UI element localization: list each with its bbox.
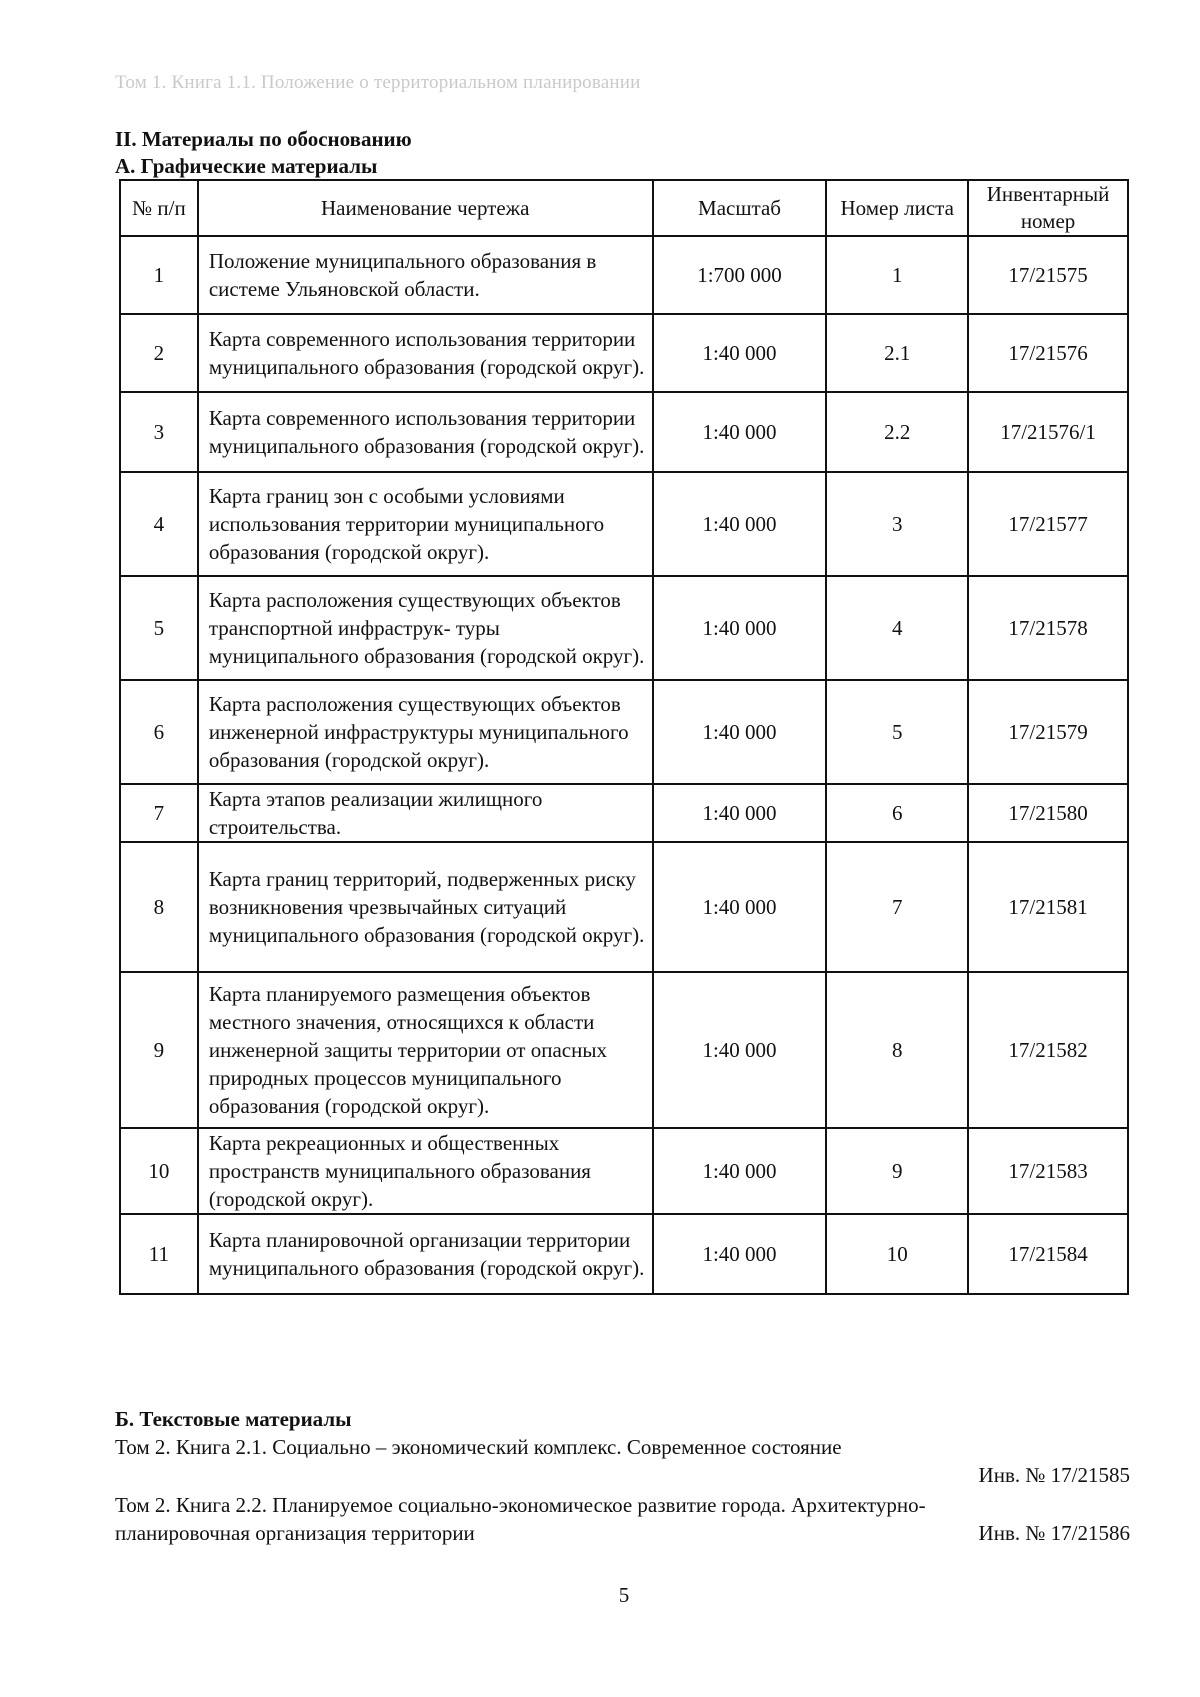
row-name: Карта планируемого размещения объектов местного значения, относящихся к области инженерной защиты территории от опасных природных процессов муниципального образования (городской округ). [198,972,653,1128]
row-name: Положение муниципального образования в системе Ульяновской области. [198,236,653,314]
row-sheet: 10 [826,1214,968,1294]
row-name: Карта планировочной организации территории муниципального образования (городской округ). [198,1214,653,1294]
table-row [120,972,1128,1128]
row-name: Карта современного использования территории муниципального образования (городской округ). [198,392,653,472]
row-num: 8 [120,842,198,972]
row-name: Карта этапов реализации жилищного строительства. [198,784,653,842]
row-sheet: 1 [826,236,968,314]
row-sheet: 8 [826,972,968,1128]
row-scale: 1:40 000 [653,314,827,392]
table-row [120,236,1128,314]
text-item-1-inv: Инв. № 17/21585 [978,1463,1130,1487]
row-name: Карта расположения существующих объектов инженерной инфраструктуры муниципального образования (городской округ). [198,680,653,784]
table-row [120,1128,1128,1214]
row-inv: 17/21577 [968,472,1128,576]
text-item-1-title: Том 2. Книга 2.1. Социально – экономический комплекс. Современное состояние [115,1435,842,1459]
row-sheet: 4 [826,576,968,680]
row-scale: 1:40 000 [653,392,827,472]
row-sheet: 9 [826,1128,968,1214]
row-inv: 17/21578 [968,576,1128,680]
row-name: Карта границ зон с особыми условиями использования территории муниципального образования (городской округ). [198,472,653,576]
row-sheet: 6 [826,784,968,842]
subsection-graphic-materials: А. Графические материалы [115,154,378,178]
table-row [120,842,1128,972]
row-sheet: 5 [826,680,968,784]
row-num: 3 [120,392,198,472]
row-scale: 1:40 000 [653,472,827,576]
drawings-table [119,179,1129,1295]
row-scale: 1:40 000 [653,1128,827,1214]
text-item-2-title-line2: планировочная организация территории [115,1521,475,1545]
row-num: 2 [120,314,198,392]
header-num: № п/п [120,180,198,236]
header-sheet: Номер листа [826,180,968,236]
header-scale: Масштаб [653,180,827,236]
row-sheet: 2.1 [826,314,968,392]
row-num: 10 [120,1128,198,1214]
row-inv: 17/21581 [968,842,1128,972]
row-num: 9 [120,972,198,1128]
row-num: 4 [120,472,198,576]
row-scale: 1:700 000 [653,236,827,314]
row-scale: 1:40 000 [653,842,827,972]
row-name: Карта современного использования территории муниципального образования (городской округ). [198,314,653,392]
table-header-row [120,180,1128,236]
row-inv: 17/21582 [968,972,1128,1128]
page-number: 5 [618,1583,630,1607]
row-sheet: 3 [826,472,968,576]
row-num: 11 [120,1214,198,1294]
text-item-2-inv: Инв. № 17/21586 [978,1521,1130,1545]
row-num: 1 [120,236,198,314]
row-inv: 17/21584 [968,1214,1128,1294]
header-name: Наименование чертежа [198,180,653,236]
table-row [120,472,1128,576]
row-scale: 1:40 000 [653,972,827,1128]
table-row [120,1214,1128,1294]
table-row [120,576,1128,680]
row-scale: 1:40 000 [653,576,827,680]
row-name: Карта границ территорий, подверженных риску возникновения чрезвычайных ситуаций муниципального образования (городской округ). [198,842,653,972]
row-inv: 17/21576 [968,314,1128,392]
running-header: Том 1. Книга 1.1. Положение о территориальном планировании [115,72,641,93]
row-inv: 17/21575 [968,236,1128,314]
section-title: II. Материалы по обоснованию [115,127,412,151]
subsection-text-materials: Б. Текстовые материалы [115,1407,352,1431]
row-sheet: 7 [826,842,968,972]
text-item-2-title-line1: Том 2. Книга 2.2. Планируемое социально-экономическое развитие города. Архитектурно- [115,1493,926,1517]
row-scale: 1:40 000 [653,1214,827,1294]
row-sheet: 2.2 [826,392,968,472]
row-num: 7 [120,784,198,842]
row-inv: 17/21580 [968,784,1128,842]
row-num: 6 [120,680,198,784]
row-inv: 17/21579 [968,680,1128,784]
header-inv: Инвентарный номер [968,180,1128,236]
row-scale: 1:40 000 [653,680,827,784]
row-inv: 17/21576/1 [968,392,1128,472]
table-row [120,392,1128,472]
row-name: Карта расположения существующих объектов транспортной инфраструк- туры муниципального образования (городской округ). [198,576,653,680]
row-name: Карта рекреационных и общественных пространств муниципального образования (городской округ). [198,1128,653,1214]
table-row [120,680,1128,784]
table-row [120,784,1128,842]
table-row [120,314,1128,392]
row-inv: 17/21583 [968,1128,1128,1214]
row-num: 5 [120,576,198,680]
row-scale: 1:40 000 [653,784,827,842]
